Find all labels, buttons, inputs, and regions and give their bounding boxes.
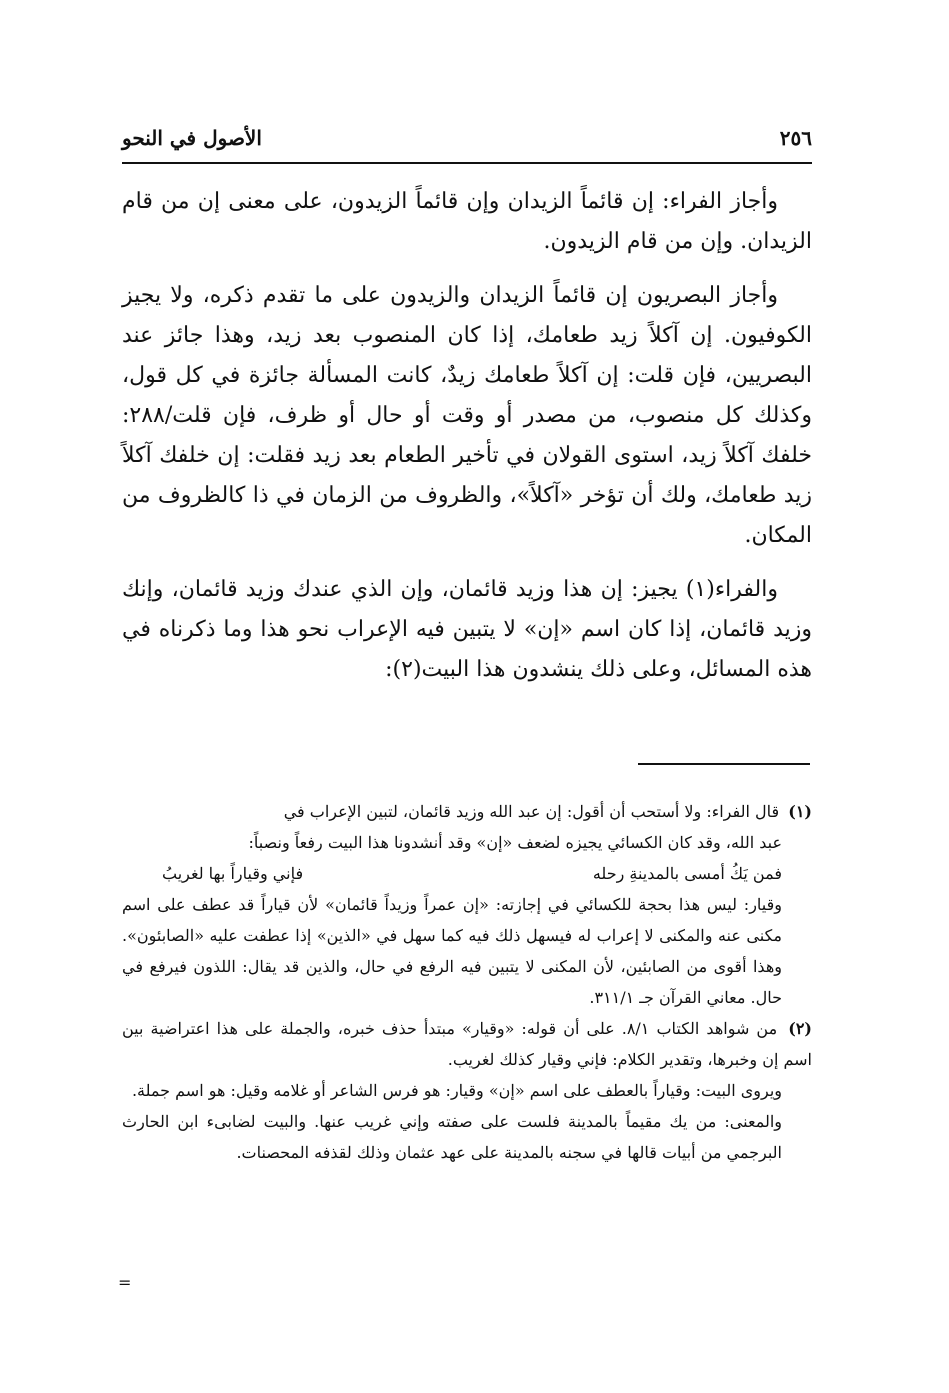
footnotes xyxy=(122,796,812,1168)
continuation-mark: = xyxy=(118,1273,132,1292)
paragraph: وأجاز البصريون إن قائماً الزيدان والزيدون على ما تقدم ذكره، ولا يجيز الكوفيون. إن آكلاً زيد طعامك، إذا كان المنصوب بعد زيد، وهذا جائز عند البصريين، فإن قلت: إن آكلاً طعامك زيدٌ، كانت المسألة جائزة في كل قول، وكذلك كل منصوب، من مصدر أو وقت أو حال أو ظرف، فإن قلت/٢٨٨: خلفك آكلاً زيد، استوى القولان في تأخير الطعام بعد زيد فقلت: إن خلفك آكلاً زيد طعامك، ولك أن تؤخر «آكلاً»، والظروف من الزمان في ذا كالظروف من المكان. xyxy=(122,283,812,548)
footnote-rule xyxy=(638,763,810,765)
footnote-2 xyxy=(122,1013,812,1168)
header-rule xyxy=(122,162,812,164)
footnote-text: ويروى البيت: وقياراً بالعطف على اسم «إن» وقيار: هو فرس الشاعر أو غلامه وقيل: هو اسم جملة. xyxy=(131,1081,782,1100)
footnote-text: وقيار: ليس هذا بحجة للكسائي في إجازته: «إن عمراً وزيداً قائمان» لأن قياراً قد عطف على اسم مكنى عنه والمكنى لا إعراب له فيسهل ذلك فيه كما سهل في «الذين» إذا عطفت عليه «الصابئون». وهذا أقوى من الصابئين، لأن المكنى لا يتبين فيه الرفع في حال، والذين قد يقال: اللذون فيرفع في حال. معاني القرآن جـ ٣١١/١. xyxy=(122,895,782,1007)
footnote-text: قال الفراء: ولا أستحب أن أقول: إن عبد الله وزيد قائمان، لتبين الإعراب في xyxy=(283,802,780,821)
footnote-text: من شواهد الكتاب ٨/١. على أن قوله: «وقيار» مبتدأ حذف خبره، والجملة على هذا اعتراضية بين اسم إن وخبرها، وتقدير الكلام: فإني وقيار كذلك لغريب. xyxy=(122,1019,812,1069)
paragraph: والفراء(١) يجيز: إن هذا وزيد قائمان، وإن الذي عندك وزيد قائمان، وإنك وزيد قائمان، إذا كان اسم «إن» لا يتبين فيه الإعراب نحو هذا وما ذكرناه في هذه المسائل، وعلى ذلك ينشدون هذا البيت(٢): xyxy=(122,577,812,682)
book-title: الأصول في النحو xyxy=(122,126,262,150)
page-number: ٢٥٦ xyxy=(779,126,812,150)
paragraph: وأجاز الفراء: إن قائماً الزيدان وإن قائماً الزيدون، على معنى إن من قام الزيدان. وإن من قام الزيدون. xyxy=(122,189,812,254)
main-text xyxy=(122,182,812,704)
footnote-1 xyxy=(122,796,812,1013)
page-header xyxy=(122,118,812,158)
verse-second-hemistich: فإني وقياراً بها لغريبُ xyxy=(162,864,304,883)
footnote-text: والمعنى: من يك مقيماً بالمدينة فلست على صفته وإني غريب عنها. والبيت لضابىء ابن الحارث البرجمي من أبيات قالها في سجنه بالمدينة على عهد عثمان وذلك لقذفه المحصنات. xyxy=(122,1112,782,1162)
footnote-label: (٢) xyxy=(788,1019,812,1038)
footnote-label: (١) xyxy=(788,802,812,821)
verse-first-hemistich: فمن يَكُ أمسى بالمدينةِ رحله xyxy=(592,864,782,883)
verse xyxy=(122,858,812,889)
footnote-text: عبد الله، وقد كان الكسائي يجيزه لضعف «إن» وقد أنشدونا هذا البيت رفعاً ونصباً: xyxy=(248,833,782,852)
